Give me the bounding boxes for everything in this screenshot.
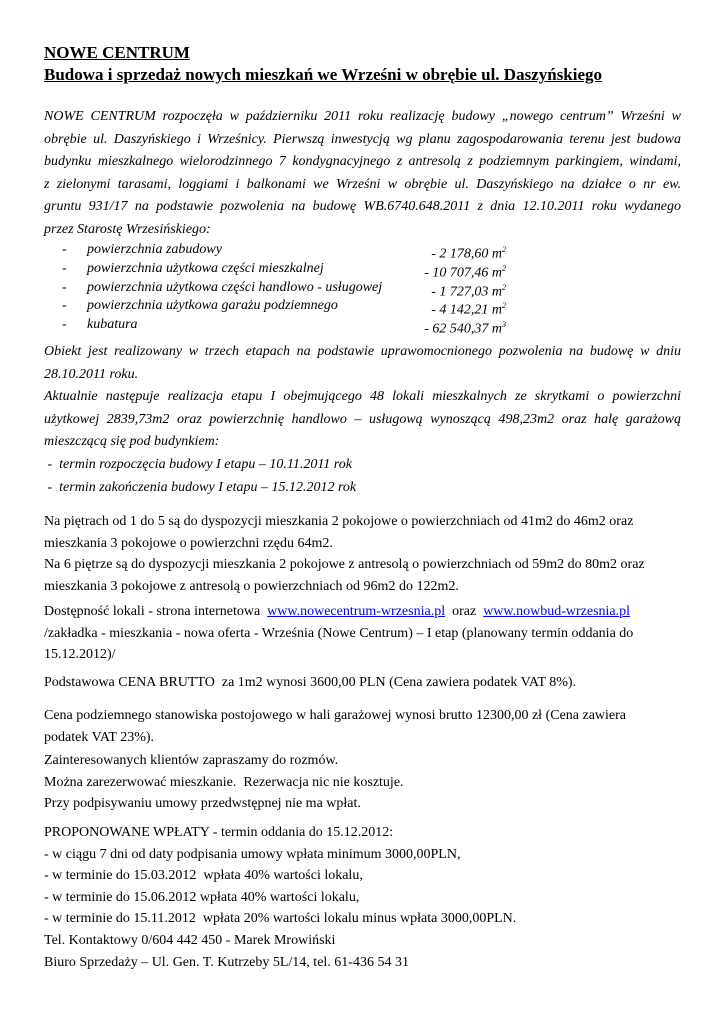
text-line: Przy podpisywaniu umowy przedwstępnej nie ma wpłat. <box>44 796 361 812</box>
text-line: użytkowej 2839,73m2 oraz powierzchnię handlowo – usługową wynoszącą 498,23m2 oraz halę garażową <box>44 411 681 427</box>
text-line: Na 6 piętrze są do dyspozycji mieszkania 2 pokojowe z antresolą o powierzchniach od 59m2 do 80m2 oraz <box>44 557 645 573</box>
price-paragraph <box>44 672 681 694</box>
text-line: Cena podziemnego stanowiska postojowego w hali garażowej wynosi brutto 12300,00 zł (Cena zawiera <box>44 708 627 723</box>
bullet-dash: - <box>62 279 67 295</box>
text-line: gruntu 931/17 na podstawie pozwolenia na budowę WB.6740.648.2011 z dnia 12.10.2011 roku wydanego <box>44 199 681 215</box>
spec-item <box>44 260 681 279</box>
text-line: Dostępność lokali - strona internetowa www.nowecentrum-wrzesnia.pl oraz www.nowbud-wrzesnia.pl <box>44 604 631 619</box>
parking-paragraph <box>44 705 681 748</box>
text-line: - w ciągu 7 dni od daty podpisania umowy wpłata minimum 3000,00PLN, <box>44 846 461 862</box>
contact-phone: Tel. Kontaktowy 0/604 442 450 - Marek Mrowiński <box>44 932 336 948</box>
invite-paragraph <box>44 750 681 815</box>
spec-item <box>44 279 681 298</box>
document-header <box>44 42 681 86</box>
bullet-dash: - <box>62 298 67 314</box>
payments-paragraph <box>44 822 681 973</box>
spec-value: - 10 707,46 $m^2$ <box>424 263 506 281</box>
text-line: NOWE CENTRUM rozpoczęła w październiku 2011 roku realizację budowy „nowego centrum” Wrześni w <box>44 109 681 124</box>
text-line: mieszkania 3 pokojowe z antresolą o powierzchniach od 96m2 do 122m2. <box>44 578 459 594</box>
text-line: przez Starostę Wrzesińskiego: <box>44 221 211 237</box>
spec-label: powierzchnia użytkowa części handlowo - usługowej <box>87 279 383 295</box>
text-line: mieszkania 3 pokojowe o powierzchni rzędu 64m2. <box>44 535 333 551</box>
bullet-dash: - <box>62 260 67 276</box>
text-line: Zainteresowanych klientów zapraszamy do rozmów. <box>44 753 339 768</box>
intro-paragraph <box>44 106 681 242</box>
bullet-dash: - <box>62 317 67 333</box>
text-line: Podstawowa CENA BRUTTO za 1m2 wynosi 3600,00 PLN (Cena zawiera podatek VAT 8%). <box>44 675 577 690</box>
text-line: - w terminie do 15.03.2012 wpłata 40% wartości lokalu, <box>44 868 363 884</box>
link-nowbud[interactable]: www.nowbud-wrzesnia.pl <box>483 604 631 619</box>
text-line: budynku mieszkalnego wielorodzinnego 7 kondygnacyjnego z antresolą z podziemnym parkingiem, windami, <box>44 154 681 170</box>
spec-label: kubatura <box>87 317 138 333</box>
text-line: Aktualnie następuje realizacja etapu I obejmującego 48 lokali mieszkalnych ze skrytkami o powierzchni <box>44 389 681 405</box>
document-title: NOWE CENTRUM <box>44 43 190 62</box>
stage-paragraph <box>44 341 681 499</box>
availability-paragraph <box>44 601 681 666</box>
floors-paragraph <box>44 511 681 597</box>
spec-item <box>44 297 681 319</box>
spec-item <box>44 316 681 335</box>
spec-label: powierzchnia zabudowy <box>87 242 222 257</box>
text-line: /zakładka - mieszkania - nowa oferta - Września (Nowe Centrum) – I etap (planowany termin oddania do <box>44 625 634 641</box>
text-line: 28.10.2011 roku. <box>44 366 139 382</box>
list-item: - termin zakończenia budowy I etapu – 15.12.2012 rok <box>44 479 357 495</box>
spec-value: - 1 727,03 $m^2$ <box>431 282 506 300</box>
list-item: - termin rozpoczęcia budowy I etapu – 10.11.2011 rok <box>44 456 352 472</box>
document-subtitle: Budowa i sprzedaż nowych mieszkań we Wrześni w obrębie ul. Daszyńskiego <box>44 65 603 84</box>
spec-item <box>44 241 681 260</box>
spec-value: - 4 142,21 $m^2$ <box>431 301 506 319</box>
text-line: z zielonymi tarasami, loggiami i balkonami we Wrześni w obrębie ul. Daszyńskiego na działce o nr ew. <box>44 176 681 192</box>
spec-label: powierzchnia użytkowa części mieszkalnej <box>87 260 324 276</box>
spec-value: - 2 178,60 $m^2$ <box>431 245 506 262</box>
spec-value: - 62 540,37 $m^3$ <box>424 320 506 337</box>
text-line: podatek VAT 23%). <box>44 729 155 745</box>
link-nowecentrum[interactable]: www.nowecentrum-wrzesnia.pl <box>267 604 446 619</box>
sales-office: Biuro Sprzedaży – Ul. Gen. T. Kutrzeby 5L/14, tel. 61-436 54 31 <box>44 954 409 970</box>
specs-list <box>44 241 681 335</box>
text-line: - w terminie do 15.11.2012 wpłata 20% wartości lokalu minus wpłata 3000,00PLN. <box>44 911 517 927</box>
text-line: 15.12.2012)/ <box>44 647 116 663</box>
text-line: - w terminie do 15.06.2012 wpłata 40% wartości lokalu, <box>44 889 360 905</box>
text-line: obrębie ul. Daszyńskiego i Wrześnicy. Pierwszą inwestycją wg planu zagospodarowania terenu jest budowa <box>44 131 681 147</box>
bullet-dash: - <box>62 242 67 257</box>
text-line: Można zarezerwować mieszkanie. Rezerwacja nic nie kosztuje. <box>44 774 404 790</box>
text-line: PROPONOWANE WPŁATY - termin oddania do 15.12.2012: <box>44 825 394 840</box>
spec-label: powierzchnia użytkowa garażu podziemnego <box>87 298 338 314</box>
text-line: mieszczącą się pod budynkiem: <box>44 434 220 450</box>
text-line: Obiekt jest realizowany w trzech etapach na podstawie uprawomocnionego pozwolenia na budowę w dniu <box>44 344 681 359</box>
text-line: Na piętrach od 1 do 5 są do dyspozycji mieszkania 2 pokojowe o powierzchniach od 41m2 do 46m2 oraz <box>44 514 634 529</box>
